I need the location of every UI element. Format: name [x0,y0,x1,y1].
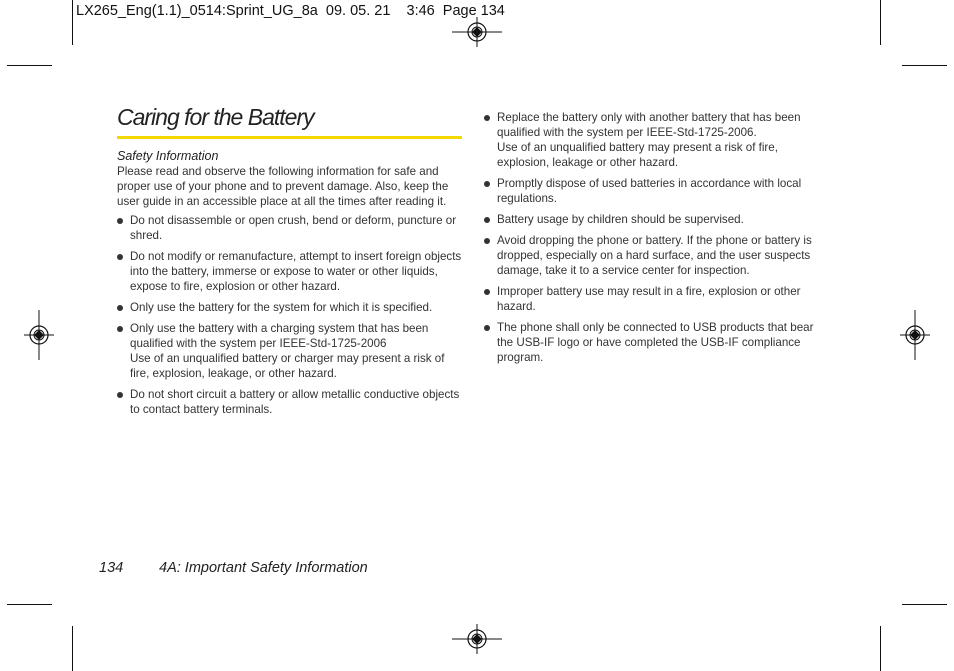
bullet-dot-icon [117,254,123,260]
list-item: Do not modify or remanufacture, attempt to insert foreign objects into the battery, immerse or expose to water or other liquids, expose to fire, explosion or other hazard. [117,249,462,294]
crop-mark-bottom-right-vertical [880,626,881,671]
bullet-dot-icon [117,326,123,332]
bullet-dot-icon [117,392,123,398]
bullet-dot-icon [484,238,490,244]
page-footer [99,560,368,576]
right-column [484,110,829,371]
list-item: Battery usage by children should be supervised. [484,212,829,227]
intro-paragraph: Please read and observe the following information for safe and proper use of your phone and to prevent damage. Also, keep the user guide in an accessible place at all the times after reading it. [117,165,449,208]
bullet-dot-icon [484,325,490,331]
list-item: Promptly dispose of used batteries in accordance with local regulations. [484,176,829,206]
crop-mark-bottom-left-horizontal [7,604,52,605]
crop-mark-bottom-left-vertical [72,626,73,671]
list-item: Avoid dropping the phone or battery. If the phone or battery is dropped, especially on a hard surface, and the user suspects damage, take it to a service center for inspection. [484,233,829,278]
bullet-dot-icon [484,115,490,121]
list-item: Only use the battery with a charging system that has been qualified with the system per IEEE-Std-1725-2006 Use of an unqualified battery or charger may present a risk of fire, explosion, leakage, or other hazard. [117,321,462,381]
crop-mark-top-right-horizontal [902,65,947,66]
list-item: Do not disassemble or open crush, bend or deform, puncture or shred. [117,213,462,243]
list-item: Only use the battery for the system for which it is specified. [117,300,462,315]
list-item: Do not short circuit a battery or allow metallic conductive objects to contact battery terminals. [117,387,462,417]
registration-mark-bottom-icon [452,624,502,654]
bullet-dot-icon [484,181,490,187]
footer-section-title: 4A: Important Safety Information [159,560,368,576]
bullet-dot-icon [484,289,490,295]
registration-mark-top-icon [452,17,502,47]
right-bullet-list [484,110,829,365]
crop-mark-top-right-vertical [880,0,881,45]
list-item: The phone shall only be connected to USB products that bear the USB-IF logo or have completed the USB-IF compliance program. [484,320,829,365]
crop-mark-top-left-horizontal [7,65,52,66]
crop-mark-bottom-right-horizontal [902,604,947,605]
section-subheading: Safety Information [117,149,219,163]
registration-mark-right-icon [900,310,930,360]
title-underline-rule [117,136,462,139]
left-column [117,164,462,423]
bullet-dot-icon [484,217,490,223]
list-item: Replace the battery only with another battery that has been qualified with the system per IEEE-Std-1725-2006. Use of an unqualified battery may present a risk of fire, explosion, leakage or other hazard. [484,110,829,170]
registration-mark-left-icon [24,310,54,360]
bullet-dot-icon [117,218,123,224]
left-bullet-list [117,213,462,417]
crop-mark-top-left-vertical [72,0,73,45]
bullet-dot-icon [117,305,123,311]
list-item: Improper battery use may result in a fire, explosion or other hazard. [484,284,829,314]
page-number: 134 [99,560,124,576]
print-slug-line: LX265_Eng(1.1)_0514:Sprint_UG_8a 09. 05. 21 3:46 Page 134 [76,3,505,19]
page-title: Caring for the Battery [117,104,314,130]
